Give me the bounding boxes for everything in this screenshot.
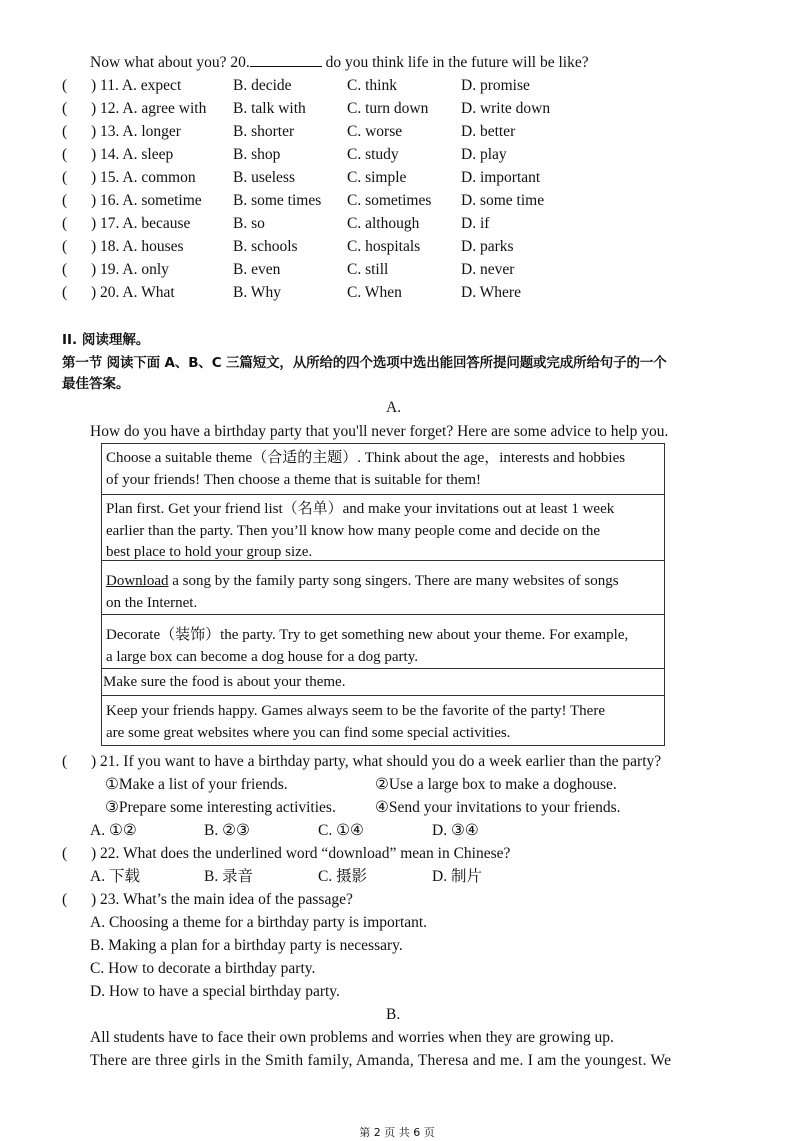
cloze-option-c[interactable]: C. think (347, 77, 397, 94)
cloze-option-d[interactable]: D. if (461, 215, 490, 232)
q23-option-a[interactable]: A. Choosing a theme for a birthday party is important. (90, 914, 428, 931)
advice-box (101, 443, 665, 746)
q21-statement-4: ④Send your invitations to your friends. (375, 799, 621, 816)
advice-line: Make sure the food is about your theme. (103, 674, 346, 690)
underlined-word-download: Download (106, 573, 169, 589)
advice-line: are some great websites where you can find some special activities. (106, 724, 511, 741)
q23-option-d[interactable]: D. How to have a special birthday party. (90, 983, 340, 1000)
cloze-option-b[interactable]: B. Why (233, 284, 281, 301)
cloze-option-a[interactable]: ) 15. A. common (91, 169, 196, 186)
intro-after: do you think life in the future will be like? (321, 54, 589, 71)
section-instruction-2: 最佳答案。 (62, 376, 130, 392)
q21-statement-1: ①Make a list of your friends. (105, 776, 288, 793)
passage-b-label: B. (386, 1006, 401, 1023)
cloze-option-b[interactable]: B. so (233, 215, 265, 232)
cloze-option-d[interactable]: D. important (461, 169, 541, 186)
q22-option-c[interactable]: C. 摄影 (318, 868, 368, 885)
advice-theme (102, 444, 664, 495)
answer-paren[interactable]: ( (62, 238, 68, 255)
intro-before: Now what about you? 20. (90, 54, 250, 71)
cloze-option-a[interactable]: ) 18. A. houses (91, 238, 184, 255)
q21-option-b[interactable]: B. ②③ (204, 822, 250, 839)
answer-paren[interactable]: ( (62, 146, 68, 163)
cloze-option-c[interactable]: C. although (347, 215, 420, 232)
cloze-option-c[interactable]: C. still (347, 261, 389, 278)
q23-option-b[interactable]: B. Making a plan for a birthday party is necessary. (90, 937, 403, 954)
advice-line (106, 571, 660, 593)
cloze-option-d[interactable]: D. some time (461, 192, 545, 209)
cloze-option-c[interactable]: C. simple (347, 169, 407, 186)
cloze-option-d[interactable]: D. Where (461, 284, 521, 301)
advice-line: of your friends! Then choose a theme that is suitable for them! (106, 471, 482, 488)
cloze-option-d[interactable]: D. better (461, 123, 516, 140)
advice-line: Decorate（装饰）the party. Try to get something new about your theme. For example, (106, 627, 629, 643)
answer-paren[interactable]: ( (62, 261, 68, 278)
advice-line: on the Internet. (106, 594, 198, 611)
cloze-option-a[interactable]: ) 17. A. because (91, 215, 191, 232)
cloze-option-a[interactable]: ) 11. A. expect (91, 77, 182, 94)
advice-line: earlier than the party. Then you’ll know how many people come and decide on the (106, 522, 601, 539)
cloze-option-b[interactable]: B. schools (233, 238, 298, 255)
page-footer: 第 2 页 共 6 页 (359, 1126, 435, 1139)
q23-stem: ) 23. What’s the main idea of the passage? (91, 891, 353, 908)
cloze-option-c[interactable]: C. worse (347, 123, 403, 140)
cloze-option-d[interactable]: D. write down (461, 100, 551, 117)
cloze-option-b[interactable]: B. talk with (233, 100, 306, 117)
advice-plan (102, 495, 664, 561)
passage-b-line-1: All students have to face their own problems and worries when they are growing up. (90, 1029, 614, 1046)
answer-paren[interactable]: ( (62, 192, 68, 209)
cloze-option-c[interactable]: C. turn down (347, 100, 429, 117)
cloze-option-d[interactable]: D. promise (461, 77, 530, 94)
cloze-option-d[interactable]: D. never (461, 261, 515, 278)
answer-paren[interactable]: ( (62, 215, 68, 232)
q22-paren[interactable]: ( (62, 845, 68, 862)
q21-option-a[interactable]: A. ①② (90, 822, 137, 839)
q21-stem: ) 21. If you want to have a birthday party, what should you do a week earlier than the party? (91, 753, 662, 770)
section-instruction-1: 第一节 阅读下面 A、B、C 三篇短文，从所给的四个选项中选出能回答所提问题或完成所给句子的一个 (62, 355, 667, 371)
cloze-option-c[interactable]: C. study (347, 146, 399, 163)
advice-line: best place to hold your group size. (106, 544, 313, 560)
q22-stem: ) 22. What does the underlined word “download” mean in Chinese? (91, 845, 511, 862)
answer-paren[interactable]: ( (62, 77, 68, 94)
cloze-option-d[interactable]: D. play (461, 146, 507, 163)
advice-line: Plan first. Get your friend list（名单）and make your invitations out at least 1 week (106, 501, 615, 517)
answer-blank-20[interactable] (250, 52, 322, 67)
cloze-option-b[interactable]: B. even (233, 261, 281, 278)
cloze-option-b[interactable]: B. some times (233, 192, 322, 209)
q23-paren[interactable]: ( (62, 891, 68, 908)
q21-option-c[interactable]: C. ①④ (318, 822, 364, 839)
answer-paren[interactable]: ( (62, 169, 68, 186)
q21-option-d[interactable]: D. ③④ (432, 822, 479, 839)
cloze-option-a[interactable]: ) 19. A. only (91, 261, 169, 278)
advice-food (102, 669, 664, 696)
advice-line: a large box can become a dog house for a dog party. (106, 648, 418, 665)
q22-option-a[interactable]: A. 下载 (90, 868, 140, 885)
q21-statement-2: ②Use a large box to make a doghouse. (375, 776, 617, 793)
q21-statement-3: ③Prepare some interesting activities. (105, 799, 336, 816)
passage-a-intro: How do you have a birthday party that you'll never forget? Here are some advice to help you. (90, 423, 669, 440)
cloze-option-c[interactable]: C. sometimes (347, 192, 432, 209)
advice-games (102, 696, 664, 745)
q22-option-b[interactable]: B. 录音 (204, 868, 254, 885)
advice-decorate (102, 615, 664, 669)
cloze-option-a[interactable]: ) 16. A. sometime (91, 192, 202, 209)
q21-paren[interactable]: ( (62, 753, 68, 770)
cloze-option-c[interactable]: C. When (347, 284, 402, 301)
advice-line: Choose a suitable theme（合适的主题）. Think about the age，interests and hobbies (106, 450, 626, 466)
intro-line (90, 52, 589, 73)
passage-a-label: A. (386, 399, 402, 416)
q22-option-d[interactable]: D. 制片 (432, 868, 482, 885)
cloze-option-c[interactable]: C. hospitals (347, 238, 421, 255)
answer-paren[interactable]: ( (62, 100, 68, 117)
answer-paren[interactable]: ( (62, 284, 68, 301)
q23-option-c[interactable]: C. How to decorate a birthday party. (90, 960, 316, 977)
cloze-option-a[interactable]: ) 14. A. sleep (91, 146, 174, 163)
cloze-option-b[interactable]: B. useless (233, 169, 295, 186)
cloze-option-a[interactable]: ) 12. A. agree with (91, 100, 207, 117)
cloze-option-b[interactable]: B. shorter (233, 123, 295, 140)
advice-download (102, 561, 664, 615)
cloze-option-d[interactable]: D. parks (461, 238, 514, 255)
cloze-option-b[interactable]: B. shop (233, 146, 281, 163)
answer-paren[interactable]: ( (62, 123, 68, 140)
passage-b-line-2: There are three girls in the Smith family, Amanda, Theresa and me. I am the youngest. We (90, 1052, 672, 1069)
advice-line: Keep your friends happy. Games always seem to be the favorite of the party! There (106, 703, 605, 719)
advice-text: a song by the family party song singers. There are many websites of songs (168, 573, 619, 589)
cloze-option-a[interactable]: ) 20. A. What (91, 284, 175, 301)
section-title: II. 阅读理解。 (62, 332, 150, 348)
cloze-option-b[interactable]: B. decide (233, 77, 292, 94)
cloze-option-a[interactable]: ) 13. A. longer (91, 123, 181, 140)
